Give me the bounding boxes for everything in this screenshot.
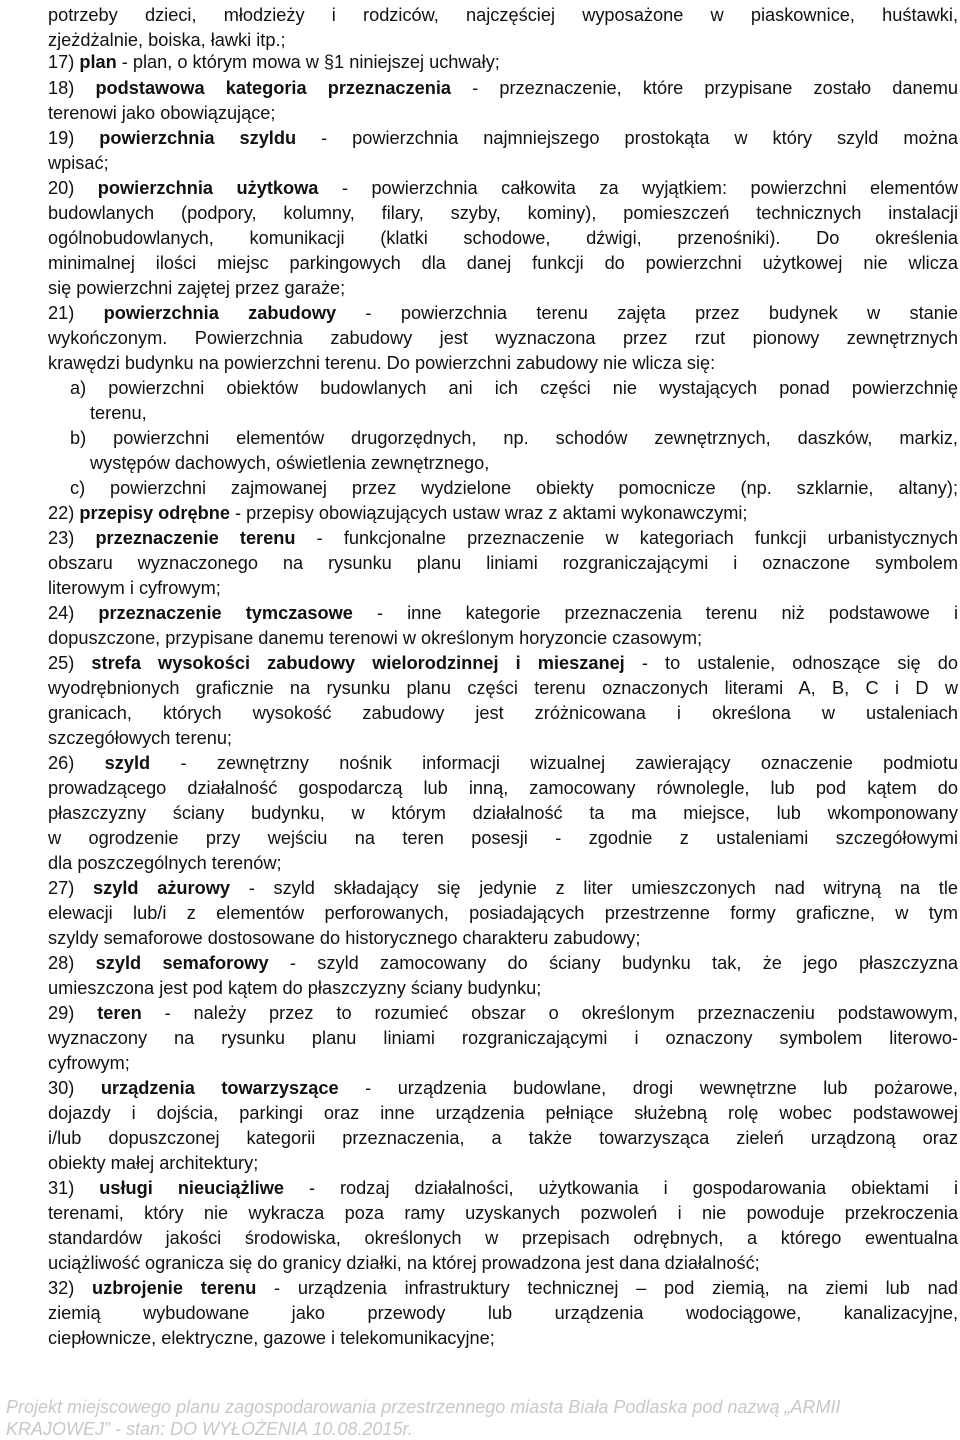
text-run: szczegółowych terenu; xyxy=(48,728,232,748)
text-line xyxy=(48,101,958,126)
text-run: 18) xyxy=(48,78,96,98)
text-run: umieszczona jest pod kątem do płaszczyzny ściany budynku; xyxy=(48,978,542,998)
text-run: wykończonym. Powierzchnia zabudowy jest wyznaczona przez rzut pionowy zewnętrznych xyxy=(48,328,958,348)
text-run: - to ustalenie, odnoszące się do xyxy=(624,653,958,673)
text-run: w ogrodzenie przy wejściu na teren posesji - zgodnie z ustaleniami szczegółowymi xyxy=(48,828,958,848)
text-run: 30) xyxy=(48,1078,101,1098)
text-run: terenami, który nie wykracza poza ramy uzyskanych pozwoleń i nie powoduje przekroczenia xyxy=(48,1203,958,1223)
text-line xyxy=(48,301,958,326)
text-line xyxy=(70,426,958,451)
text-run: - powierzchnia terenu zajęta przez budynek w stanie xyxy=(336,303,959,323)
text-run: b) powierzchni elementów drugorzędnych, np. schodów zewnętrznych, daszków, markiz, xyxy=(70,428,958,448)
text-run: literowym i cyfrowym; xyxy=(48,578,221,598)
text-run: terenowi jako obowiązujące; xyxy=(48,103,276,123)
text-line xyxy=(48,1201,958,1226)
text-line xyxy=(48,1176,958,1201)
text-line xyxy=(48,351,958,376)
text-run: - urządzenia budowlane, drogi wewnętrzne lub pożarowe, xyxy=(338,1078,958,1098)
text-line xyxy=(90,401,958,426)
text-run: obszaru wyznaczonego na rysunku planu liniami rozgraniczającymi i oznaczone symbolem xyxy=(48,553,958,573)
text-line xyxy=(48,201,958,226)
text-run: budowlanych (podpory, kolumny, filary, szyby, kominy), pomieszczeń technicznych instalacji xyxy=(48,203,958,223)
text-line xyxy=(48,926,958,951)
text-run: ziemią wybudowane jako przewody lub urządzenia wodociągowe, kanalizacyjne, xyxy=(48,1303,958,1323)
defined-term: strefa wysokości zabudowy wielorodzinnej i mieszanej xyxy=(91,653,625,673)
text-line xyxy=(48,951,958,976)
text-line xyxy=(48,1251,958,1276)
text-run: - zewnętrzny nośnik informacji wizualnej zawierający oznaczenie podmiotu xyxy=(150,753,958,773)
text-run: 29) xyxy=(48,1003,98,1023)
text-run: 26) xyxy=(48,753,105,773)
text-run: 25) xyxy=(48,653,92,673)
text-run: c) powierzchni zajmowanej przez wydzielone obiekty pomocnicze (np. szklarnie, altany); xyxy=(70,478,958,498)
text-line xyxy=(48,676,958,701)
defined-term: powierzchnia zabudowy xyxy=(103,303,337,323)
text-run: szyldy semaforowe dostosowane do historycznego charakteru zabudowy; xyxy=(48,928,641,948)
text-run: zjeżdżalnie, boiska, ławki itp.; xyxy=(48,30,286,50)
text-run: ciepłownicze, elektryczne, gazowe i telekomunikacyjne; xyxy=(48,1328,495,1348)
text-line xyxy=(48,626,958,651)
defined-term: przeznaczenie tymczasowe xyxy=(98,603,353,623)
text-line xyxy=(48,1276,958,1301)
text-run: - powierzchnia najmniejszego prostokąta w który szyld można xyxy=(296,128,958,148)
defined-term: szyld ażurowy xyxy=(93,878,230,898)
text-run: 19) xyxy=(48,128,100,148)
text-line xyxy=(48,50,958,75)
text-line xyxy=(48,651,958,676)
defined-term: przeznaczenie terenu xyxy=(95,528,296,548)
text-line xyxy=(48,901,958,926)
text-line xyxy=(48,501,958,526)
text-run: obiekty małej architektury; xyxy=(48,1153,259,1173)
text-line xyxy=(48,526,958,551)
defined-term: podstawowa kategoria przeznaczenia xyxy=(95,78,452,98)
text-run: - rodzaj działalności, użytkowania i gospodarowania obiektami i xyxy=(283,1178,958,1198)
defined-term: powierzchnia szyldu xyxy=(99,128,297,148)
text-run: 28) xyxy=(48,953,96,973)
text-run: 20) xyxy=(48,178,98,198)
text-line xyxy=(48,876,958,901)
text-run: - urządzenia infrastruktury technicznej – pod ziemią, na ziemi lub nad xyxy=(256,1278,958,1298)
text-line xyxy=(48,751,958,776)
text-line xyxy=(48,226,958,251)
text-run: 17) xyxy=(48,52,80,72)
text-run: elewacji lub/i z elementów perforowanych, posiadających przestrzenne formy graficzne, w tym xyxy=(48,903,958,923)
text-line xyxy=(48,151,958,176)
text-run: i/lub dopuszczonej kategorii przeznaczenia, a także towarzysząca zieleń urządzoną oraz xyxy=(48,1128,958,1148)
text-run: - funkcjonalne przeznaczenie w kategoriach funkcji urbanistycznych xyxy=(295,528,959,548)
text-line xyxy=(48,3,958,28)
text-run: terenu, xyxy=(90,403,147,423)
text-line xyxy=(48,1101,958,1126)
text-run: uciążliwość ogranicza się do granicy działki, na której prowadzona jest dana działalność; xyxy=(48,1253,760,1273)
text-run: krawędzi budynku na powierzchni terenu. Do powierzchni zabudowy nie wlicza się: xyxy=(48,353,716,373)
text-run: 24) xyxy=(48,603,99,623)
text-line xyxy=(48,551,958,576)
text-run: prowadzącego działalność gospodarczą lub inną, zamocowany równolegle, lub pod kątem do xyxy=(48,778,958,798)
defined-term: plan xyxy=(79,52,117,72)
text-run: potrzeby dzieci, młodzieży i rodziców, najczęściej wyposażone w piaskownice, huśtawki, xyxy=(48,5,958,25)
text-line xyxy=(48,1151,958,1176)
text-run: 27) xyxy=(48,878,94,898)
text-line xyxy=(48,1126,958,1151)
text-run: wyodrębnionych graficznie na rysunku planu części terenu oznaczonych literami A, B, C i D w xyxy=(48,678,958,698)
text-line xyxy=(48,1226,958,1251)
text-run: a) powierzchni obiektów budowlanych ani ich części nie wystających ponad powierzchnię xyxy=(70,378,958,398)
text-line xyxy=(48,326,958,351)
text-line xyxy=(48,1001,958,1026)
text-line xyxy=(48,801,958,826)
text-run: płaszczyzny ściany budynku, w którym działalność ta ma miejsce, lub wkomponowany xyxy=(48,803,958,823)
text-run: 22) xyxy=(48,503,80,523)
text-run: się powierzchni zajętej przez garaże; xyxy=(48,278,346,298)
text-line xyxy=(48,76,958,101)
text-line xyxy=(48,176,958,201)
text-line xyxy=(48,1301,958,1326)
text-run: - szyld zamocowany do ściany budynku tak, że jego płaszczyzna xyxy=(268,953,959,973)
text-run: - inne kategorie przeznaczenia terenu niż podstawowe i xyxy=(352,603,958,623)
text-run: 31) xyxy=(48,1178,100,1198)
text-run: - należy przez to rozumieć obszar o określonym przeznaczeniu podstawowym, xyxy=(141,1003,959,1023)
text-line xyxy=(70,476,958,501)
text-line xyxy=(48,826,958,851)
text-line xyxy=(48,601,958,626)
defined-term: urządzenia towarzyszące xyxy=(100,1078,339,1098)
text-run: - plan, o którym mowa w §1 niniejszej uchwały; xyxy=(116,52,500,72)
text-line xyxy=(48,251,958,276)
text-run: wyznaczony na rysunku planu liniami rozgraniczającymi i oznaczony symbolem literowo- xyxy=(48,1028,958,1048)
text-line xyxy=(48,276,958,301)
text-line xyxy=(48,726,958,751)
text-line xyxy=(48,1076,958,1101)
text-run: dla poszczególnych terenów; xyxy=(48,853,282,873)
text-run: cyfrowym; xyxy=(48,1053,130,1073)
text-line xyxy=(48,1026,958,1051)
text-line xyxy=(48,1326,958,1351)
footer-line-1: Projekt miejscowego planu zagospodarowania przestrzennego miasta Biała Podlaska pod nazwą „ARMII xyxy=(6,1397,841,1417)
defined-term: usługi nieuciążliwe xyxy=(99,1178,284,1198)
text-line xyxy=(70,376,958,401)
text-run: wpisać; xyxy=(48,153,109,173)
text-run: minimalnej ilości miejsc parkingowych dla danej funkcji do powierzchni użytkowej nie wlicza xyxy=(48,253,958,273)
text-run: występów dachowych, oświetlenia zewnętrznego, xyxy=(90,453,490,473)
text-line xyxy=(48,1051,958,1076)
text-run: - powierzchnia całkowita za wyjątkiem: powierzchni elementów xyxy=(318,178,959,198)
text-line xyxy=(48,776,958,801)
text-run: ogólnobudowlanych, komunikacji (klatki schodowe, dźwigi, przenośniki). Do określenia xyxy=(48,228,958,248)
defined-term: uzbrojenie terenu xyxy=(92,1278,257,1298)
text-run: - przeznaczenie, które przypisane zostało danemu xyxy=(451,78,958,98)
text-line xyxy=(48,701,958,726)
text-run: 32) xyxy=(48,1278,93,1298)
text-line xyxy=(48,576,958,601)
text-run: dopuszczone, przypisane danemu terenowi w określonym horyzoncie czasowym; xyxy=(48,628,703,648)
text-run: standardów jakości środowiska, określonych w przepisach odrębnych, a którego ewentualna xyxy=(48,1228,958,1248)
defined-term: szyld semaforowy xyxy=(95,953,269,973)
text-run: - przepisy obowiązujących ustaw wraz z aktami wykonawczymi; xyxy=(229,503,748,523)
text-line xyxy=(48,126,958,151)
defined-term: szyld xyxy=(104,753,151,773)
text-line xyxy=(48,851,958,876)
footer-line-2: KRAJOWEJ” - stan: DO WYŁOŻENIA 10.08.2015r. xyxy=(6,1419,413,1439)
defined-term: teren xyxy=(97,1003,142,1023)
text-run: 23) xyxy=(48,528,96,548)
defined-term: przepisy odrębne xyxy=(79,503,230,523)
text-line xyxy=(48,976,958,1001)
text-run: dojazdy i dojścia, parkingi oraz inne urządzenia pełniące służebną rolę wobec podstawowej xyxy=(48,1103,958,1123)
defined-term: powierzchnia użytkowa xyxy=(97,178,319,198)
text-line xyxy=(90,451,958,476)
text-run: - szyld składający się jedynie z liter umieszczonych nad witryną na tle xyxy=(230,878,959,898)
text-run: granicach, których wysokość zabudowy jest zróżnicowana i określona w ustaleniach xyxy=(48,703,958,723)
text-run: 21) xyxy=(48,303,104,323)
